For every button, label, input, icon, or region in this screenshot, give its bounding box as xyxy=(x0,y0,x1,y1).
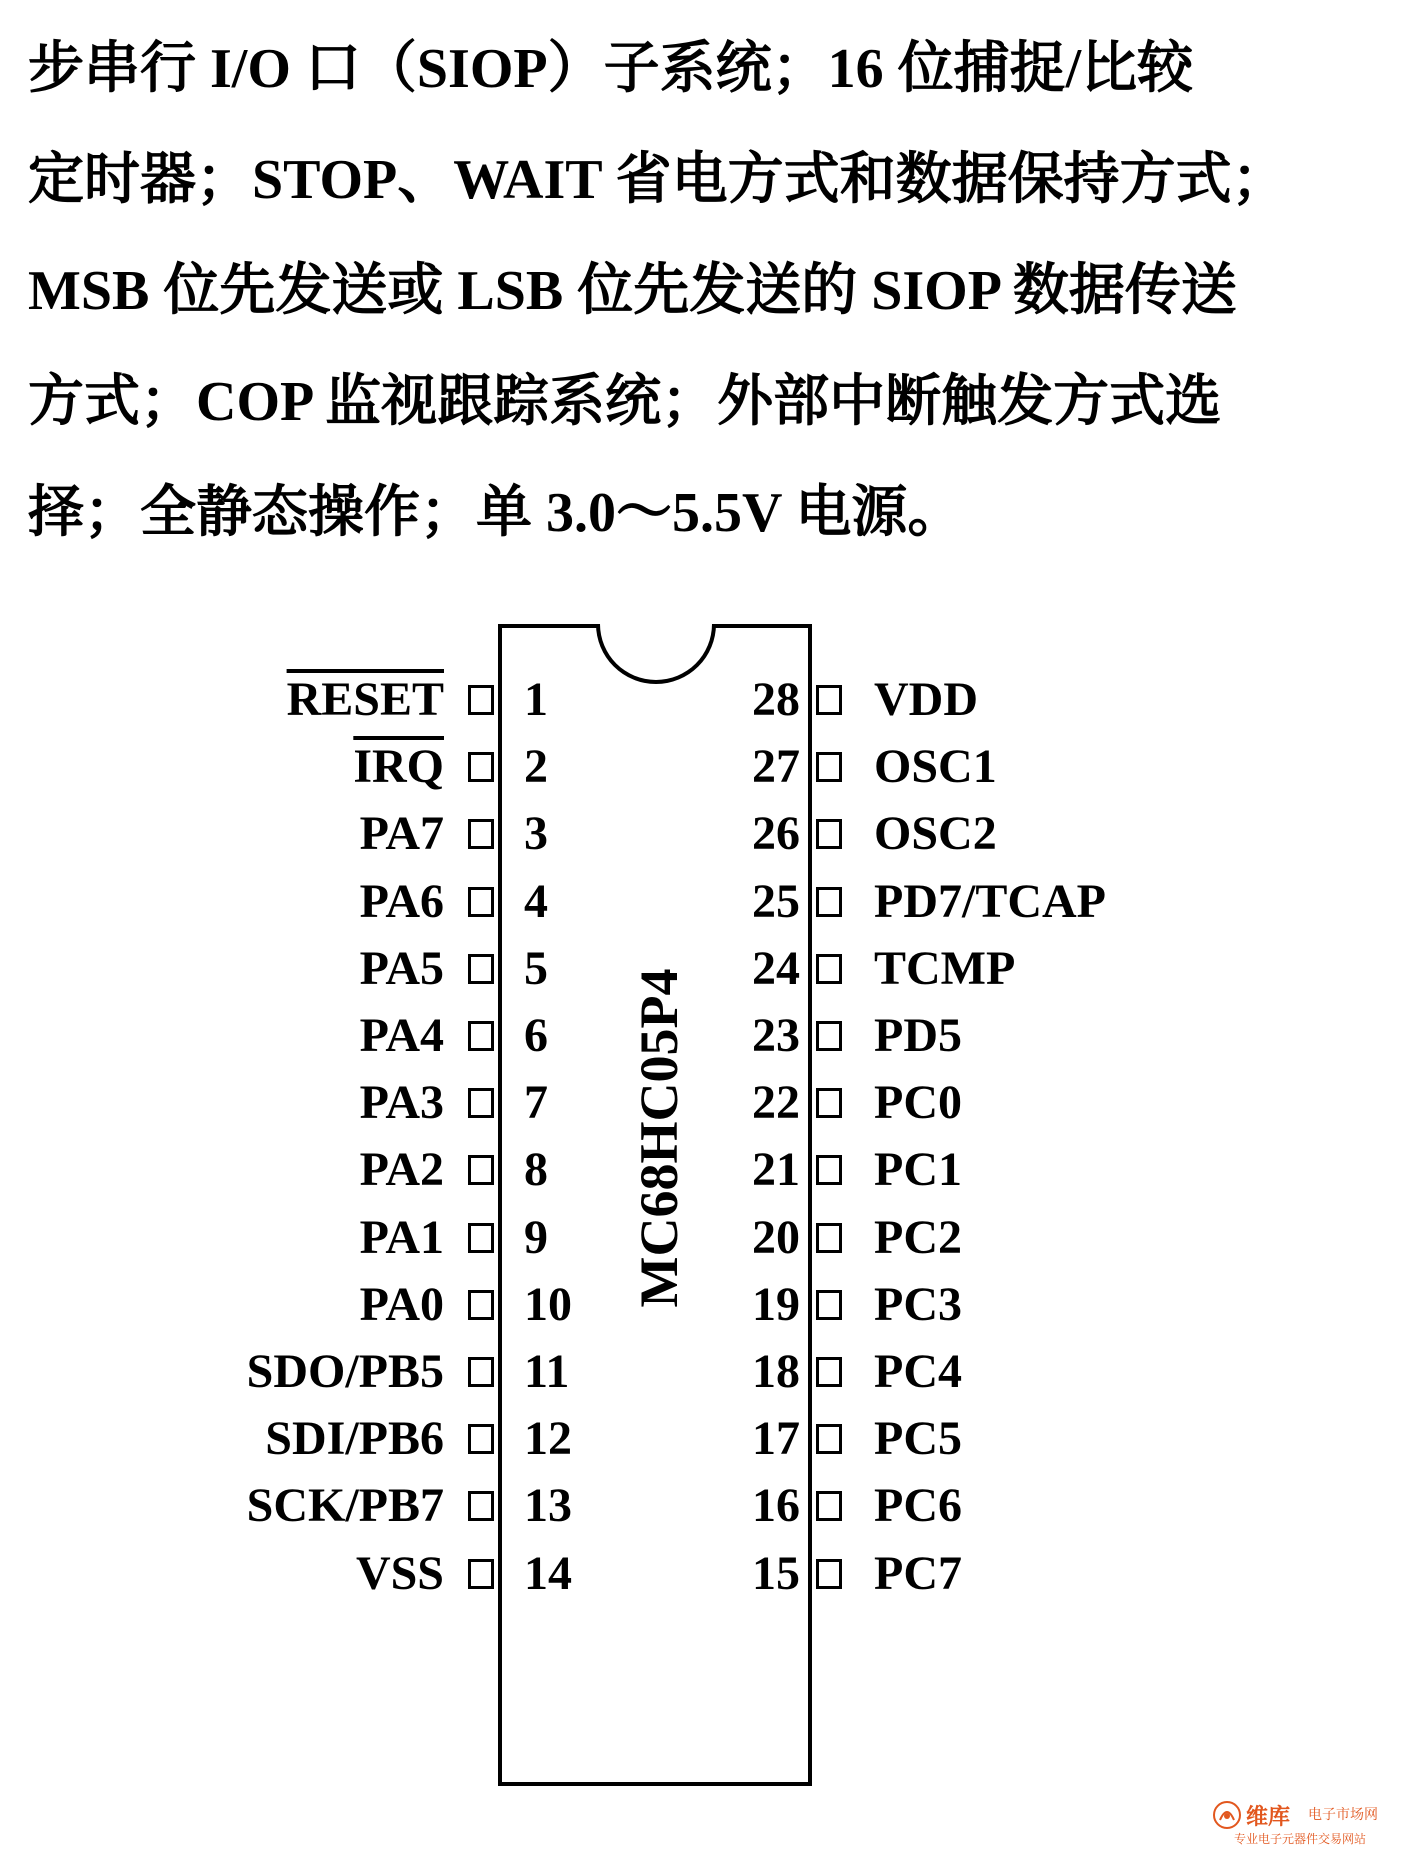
pin-name-left: PA6 xyxy=(359,874,444,928)
pin-number-left: 2 xyxy=(524,740,548,794)
pin-name-right: PC3 xyxy=(874,1277,962,1331)
pin-number-right: 23 xyxy=(752,1009,800,1062)
pin-name-left: VSS xyxy=(355,1546,444,1600)
pin-pad-left xyxy=(468,1559,494,1589)
pin-pad-right xyxy=(816,1155,842,1185)
pin-pad-right xyxy=(816,1088,842,1118)
pin-pad-left xyxy=(468,685,494,715)
pin-number-right: 20 xyxy=(752,1210,800,1264)
paragraph-line: 方式；COP 监视跟踪系统；外部中断触发方式选 xyxy=(28,371,1222,433)
pin-name-left: PA0 xyxy=(359,1277,444,1331)
pin-number-left: 4 xyxy=(524,874,548,928)
pin-pad-right xyxy=(816,685,842,715)
pin-number-right: 15 xyxy=(752,1546,800,1600)
pin-number-right: 24 xyxy=(752,941,800,995)
pin-pad-left xyxy=(468,1491,494,1521)
pin-pad-right xyxy=(816,1223,842,1253)
pin-name-right: VDD xyxy=(874,673,978,726)
watermark xyxy=(1212,1800,1396,1850)
pin-number-right: 27 xyxy=(752,740,800,794)
pin-number-left: 9 xyxy=(524,1210,548,1264)
pin-pad-left xyxy=(468,954,494,984)
pin-name-left: PA1 xyxy=(359,1210,444,1264)
pin-pad-left xyxy=(468,1357,494,1387)
pin-number-right: 26 xyxy=(752,807,800,861)
pin-name-left: $\overline{IRQ}$ xyxy=(353,740,444,794)
pin-name-right: PD5 xyxy=(874,1009,962,1062)
paragraph-line: 择；全静态操作；单 3.0～5.5V 电源。 xyxy=(28,482,964,544)
pin-name-right: PC7 xyxy=(874,1546,962,1600)
pin-number-left: 1 xyxy=(524,673,548,726)
pin-name-right: PC0 xyxy=(874,1076,962,1130)
pin-number-left: 13 xyxy=(524,1479,572,1533)
pin-number-right: 16 xyxy=(752,1479,800,1533)
pin-pad-left xyxy=(468,887,494,917)
paragraph-line: MSB 位先发送或 LSB 位先发送的 SIOP 数据传送 xyxy=(28,260,1237,322)
pin-name-right: OSC2 xyxy=(874,807,997,861)
pin-number-left: 5 xyxy=(524,941,548,995)
pin-name-left: PA7 xyxy=(359,807,444,861)
pin-name-left: PA3 xyxy=(359,1076,444,1130)
pin-number-left: 11 xyxy=(524,1345,570,1398)
dzsc-logo-icon xyxy=(1212,1800,1242,1830)
pin-number-left: 14 xyxy=(524,1546,572,1600)
pin-name-right: PC6 xyxy=(874,1479,962,1533)
pin-name-right: TCMP xyxy=(874,941,1016,995)
pin-pad-left xyxy=(468,752,494,782)
pin-pad-left xyxy=(468,1290,494,1320)
pin-pad-right xyxy=(816,1491,842,1521)
pin-pad-right xyxy=(816,1290,842,1320)
pin-name-right: PC4 xyxy=(874,1345,962,1398)
pin-number-right: 25 xyxy=(752,874,800,928)
pin-name-right: PD7/TCAP xyxy=(874,874,1106,928)
pin-name-left: SCK/PB7 xyxy=(246,1479,444,1533)
pin-number-left: 12 xyxy=(524,1412,572,1466)
watermark-subtitle: 电子市场网 xyxy=(1308,1807,1378,1823)
pin-pad-right xyxy=(816,887,842,917)
pin-pad-left xyxy=(468,1088,494,1118)
chip-body xyxy=(498,624,812,1786)
pin-pad-left xyxy=(468,1223,494,1253)
pin-pad-right xyxy=(816,1559,842,1589)
pin-pad-right xyxy=(816,1021,842,1051)
pin-name-left: PA2 xyxy=(359,1143,444,1197)
pin-pad-right xyxy=(816,1424,842,1454)
pin-name-right: PC2 xyxy=(874,1210,962,1264)
pin-pad-left xyxy=(468,1155,494,1185)
pin-number-right: 28 xyxy=(752,673,800,726)
pin-number-right: 19 xyxy=(752,1277,800,1331)
watermark-title: 维库 xyxy=(1246,1805,1291,1830)
pin-name-left: PA5 xyxy=(359,941,444,995)
pin-number-right: 22 xyxy=(752,1076,800,1130)
pin-pad-right xyxy=(816,1357,842,1387)
pin-number-right: 17 xyxy=(752,1412,800,1466)
pin-name-left: PA4 xyxy=(359,1009,444,1062)
pin-number-left: 8 xyxy=(524,1143,548,1197)
pin-number-left: 7 xyxy=(524,1076,548,1130)
pin-number-left: 6 xyxy=(524,1009,548,1062)
pin-number-right: 18 xyxy=(752,1345,800,1398)
pin-name-left: RESET xyxy=(286,673,444,726)
pin-pad-right xyxy=(816,954,842,984)
pin-pad-right xyxy=(816,819,842,849)
pin-pad-left xyxy=(468,1424,494,1454)
pin-number-right: 21 xyxy=(752,1143,800,1197)
pin-name-right: PC1 xyxy=(874,1143,962,1197)
pin-pad-left xyxy=(468,819,494,849)
pin-number-left: 3 xyxy=(524,807,548,861)
pin-number-left: 10 xyxy=(524,1277,572,1331)
paragraph-line: 步串行 I/O 口（SIOP）子系统；16 位捕捉/比较 xyxy=(28,38,1194,100)
pin-name-left: SDO/PB5 xyxy=(246,1345,444,1398)
watermark-tagline: 专业电子元器件交易网站 xyxy=(1234,1832,1367,1846)
pin-name-left: SDI/PB6 xyxy=(265,1412,444,1466)
paragraph-line: 定时器；STOP、WAIT 省电方式和数据保持方式； xyxy=(28,149,1288,211)
part-number-label: MC68HC05P4 xyxy=(629,968,689,1308)
description-paragraph xyxy=(28,14,1388,569)
pin-name-right: PC5 xyxy=(874,1412,962,1466)
pin-name-right: OSC1 xyxy=(874,740,997,794)
pin-pad-right xyxy=(816,752,842,782)
pin1-notch xyxy=(596,624,716,684)
pin-pad-left xyxy=(468,1021,494,1051)
